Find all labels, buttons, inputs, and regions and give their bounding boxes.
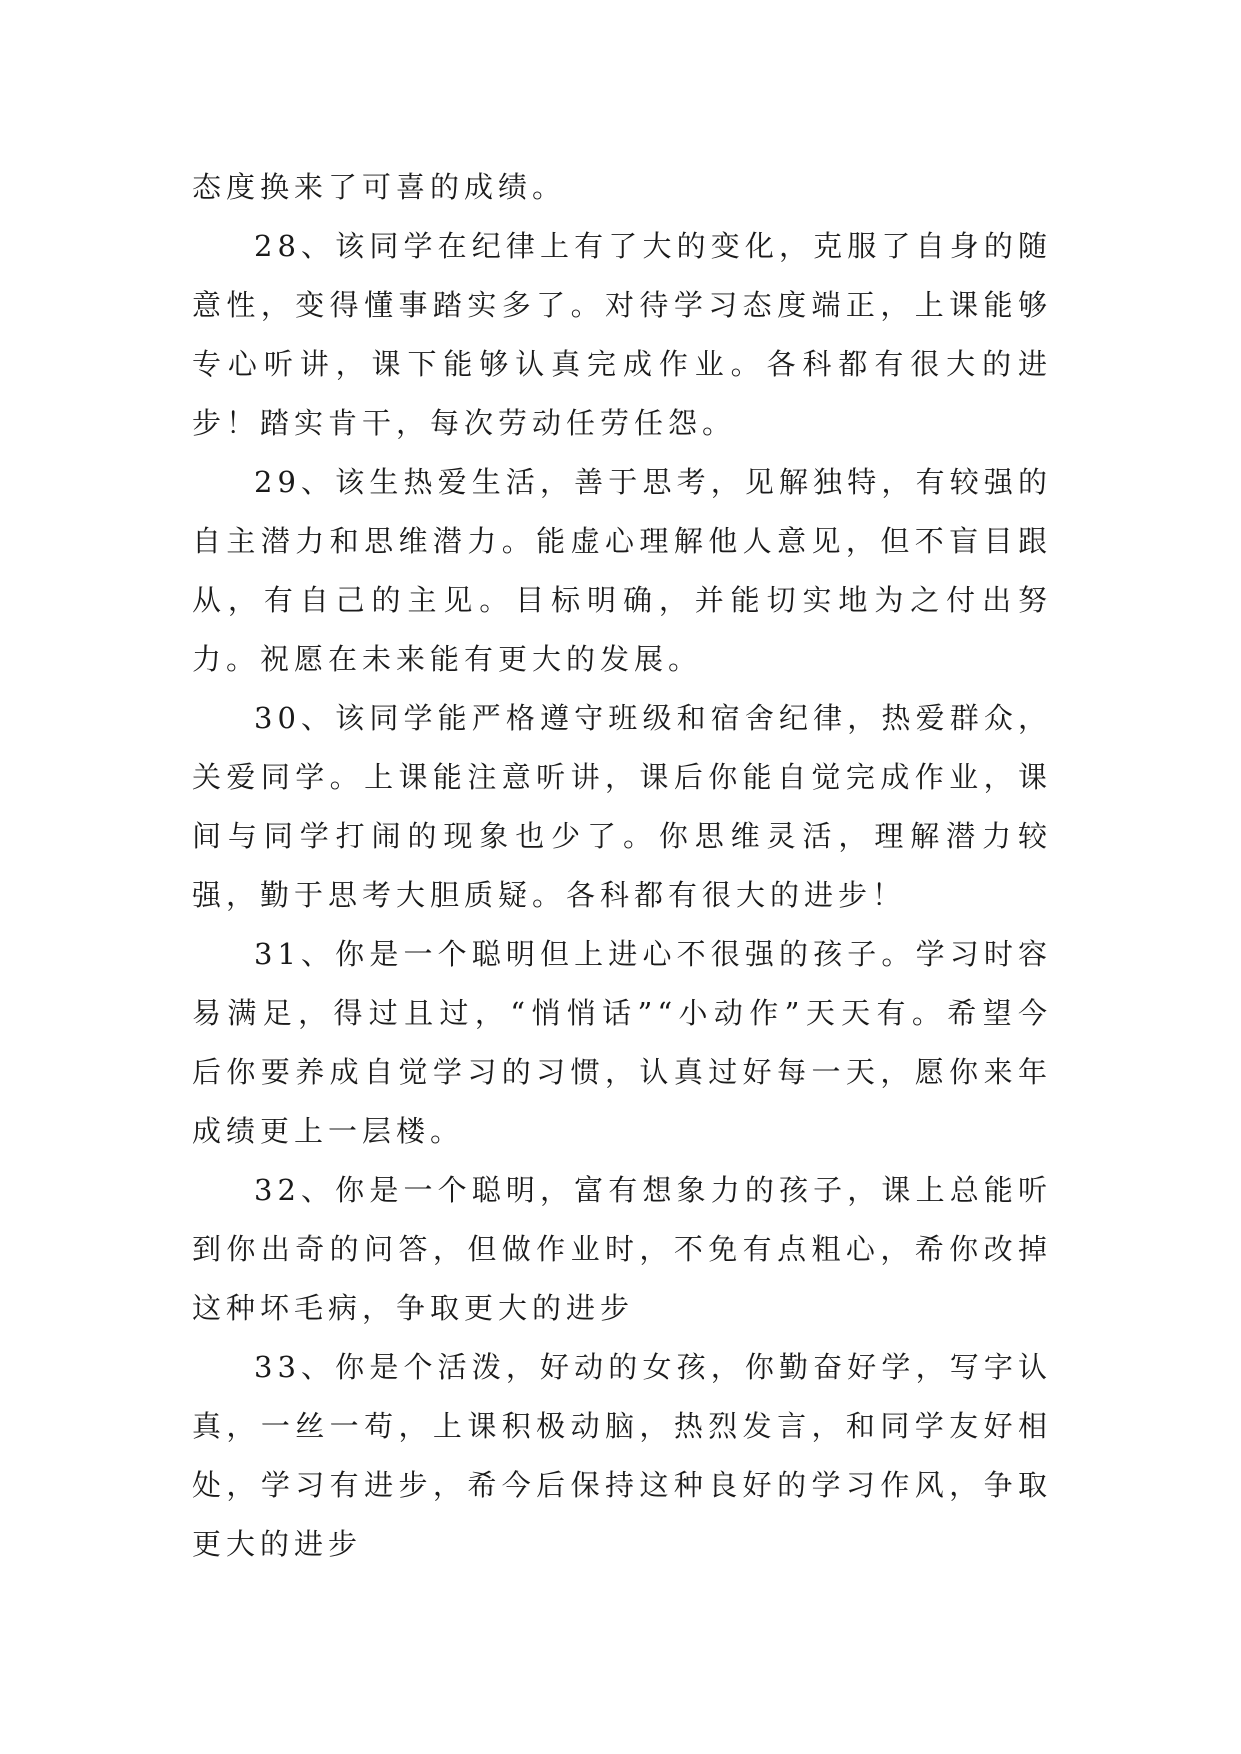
paragraph-comment-29: 29、该生热爱生活，善于思考，见解独特，有较强的自主潜力和思维潜力。能虚心理解他人意见，但不盲目跟从，有自己的主见。目标明确，并能切实地为之付出努力。祝愿在未来能有更大的发展。 bbox=[192, 465, 1052, 676]
paragraph-comment-33: 33、你是个活泼，好动的女孩，你勤奋好学，写字认真，一丝一苟，上课积极动脑，热烈发言，和同学友好相处，学习有进步，希今后保持这种良好的学习作风，争取更大的进步 bbox=[192, 1350, 1052, 1561]
paragraph-comment-28: 28、该同学在纪律上有了大的变化，克服了自身的随意性，变得懂事踏实多了。对待学习态度端正，上课能够专心听讲，课下能够认真完成作业。各科都有很大的进步！踏实肯干，每次劳动任劳任怨。 bbox=[192, 229, 1052, 440]
paragraph-comment-31: 31、你是一个聪明但上进心不很强的孩子。学习时容易满足，得过且过，“悄悄话”“小动作”天天有。希望今后你要养成自觉学习的习惯，认真过好每一天，愿你来年成绩更上一层楼。 bbox=[192, 937, 1052, 1148]
paragraph-continuation: 态度换来了可喜的成绩。 bbox=[192, 170, 567, 204]
document-body bbox=[192, 158, 1052, 1574]
paragraph-comment-32: 32、你是一个聪明，富有想象力的孩子，课上总能听到你出奇的问答，但做作业时，不免有点粗心，希你改掉这种坏毛病，争取更大的进步 bbox=[192, 1173, 1052, 1325]
paragraph-comment-30: 30、该同学能严格遵守班级和宿舍纪律，热爱群众，关爱同学。上课能注意听讲，课后你能自觉完成作业，课间与同学打闹的现象也少了。你思维灵活，理解潜力较强，勤于思考大胆质疑。各科都有很大的进步！ bbox=[192, 701, 1052, 912]
